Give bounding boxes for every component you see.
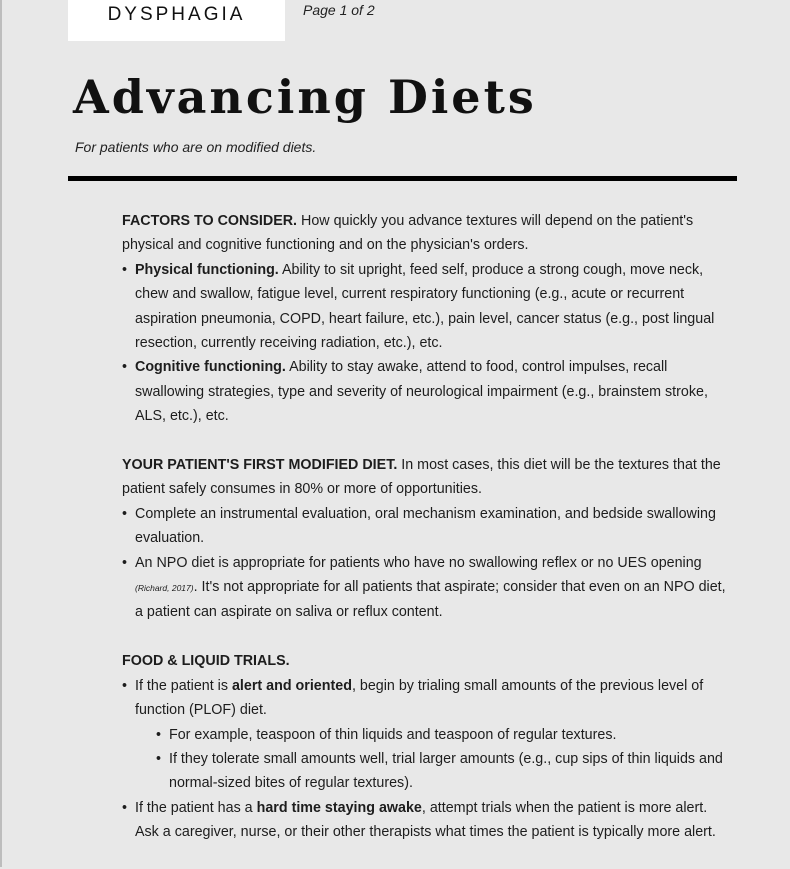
category-tag-label: DYSPHAGIA [107,4,246,25]
section-heading: FOOD & LIQUID TRIALS. [122,653,290,670]
category-tag [68,0,285,41]
section-text: In most cases, this diet will be the textures that the patient safely consumes in 80% or more of opportunities. [122,457,721,498]
section-first-diet-intro [122,453,734,502]
section-factors [122,209,734,429]
list-item [122,796,734,845]
first-diet-list [122,502,734,625]
list-item [122,674,734,723]
title-divider [68,176,737,181]
item-emphasis: alert and oriented [231,677,352,694]
section-factors-intro [122,209,734,258]
item-text: , begin by trialing small amounts of the previous level of function (PLOF) diet. [135,677,704,719]
page-title: Advancing Diets [73,70,537,124]
list-item [122,258,734,356]
item-heading: Cognitive functioning. [135,359,286,376]
item-text: If the patient is [135,677,232,694]
section-trials [122,649,734,844]
list-item: • Complete an instrumental evaluation, oral mechanism examination, and bedside swallowing evaluation. [122,502,734,551]
item-heading: Physical functioning. [135,261,279,278]
page-number: Page 1 of 2 [303,2,375,18]
list-item [122,355,734,428]
factors-list [122,258,734,429]
item-text: An NPO diet is appropriate for patients who have no swallowing reflex or no UES opening [135,554,702,571]
item-text: . It's not appropriate for all patients that aspirate; consider that even on an NPO diet, a patient can aspirate on saliva or reflux content. [135,579,726,621]
trials-list-continued [122,796,734,845]
section-first-diet [122,453,734,625]
item-text: Ability to sit upright, feed self, produce a strong cough, move neck, chew and swallow, fatigue level, current respiratory functioning (e.g., acute or recurrent aspiration pneumonia, COPD, heart failure, etc.), pain level, cancer status (e.g., post lingual resection, currently receiving radiation, etc.), etc. [135,261,715,352]
item-text: Ability to stay awake, attend to food, control impulses, recall swallowing strategies, type and severity of neurological impairment (e.g., brainstem stroke, ALS, etc.), etc. [135,359,708,425]
citation: (Richard, 2017) [135,583,194,594]
item-text: If the patient has a [135,799,257,816]
trials-sublist [122,723,734,796]
page-subtitle: For patients who are on modified diets. [75,139,317,155]
sub-list-item: • For example, teaspoon of thin liquids and teaspoon of regular textures. [122,723,734,747]
document-body [122,209,734,869]
sub-list-item: • If they tolerate small amounts well, trial larger amounts (e.g., cup sips of thin liquids and normal-sized bites of regular textures). [122,747,734,796]
item-emphasis: hard time staying awake [256,799,422,816]
section-heading: YOUR PATIENT'S FIRST MODIFIED DIET. [122,457,398,474]
list-item [122,551,734,625]
section-text: How quickly you advance textures will depend on the patient's physical and cognitive functioning and on the physician's orders. [122,213,694,254]
trials-list [122,674,734,723]
section-heading: FACTORS TO CONSIDER. [122,213,298,229]
item-text: , attempt trials when the patient is more alert. Ask a caregiver, nurse, or their other therapists what times the patient is typically more alert. [135,799,716,841]
page-edge [0,0,2,867]
